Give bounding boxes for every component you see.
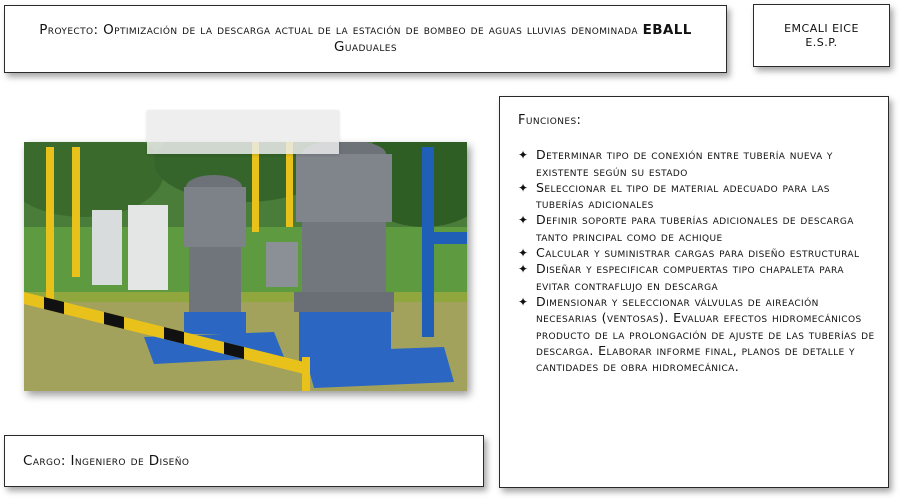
list-item: ✦ Determinar tipo de conexión entre tubería nueva y existente según su estado	[518, 147, 833, 179]
list-item: ✦ Diseñar y especificar compuertas tipo chapaleta para evitar contraflujo en descarga	[518, 261, 844, 293]
role-box	[4, 435, 484, 487]
list-item: ✦ Calcular y suministrar cargas para diseño estructural	[518, 245, 860, 261]
role-label: Cargo: Ingeniero de Diseño	[23, 453, 190, 469]
project-title-box	[4, 5, 727, 73]
list-item: ✦ Definir soporte para tuberías adicionales de descarga tanto principal como de achique	[518, 212, 854, 244]
photo-tape	[147, 110, 339, 154]
list-item: ✦ Dimensionar y seleccionar válvulas de aireación necesarias (ventosas). Evaluar efectos hidromecánicos producto de la prolongación de ajuste de las tuberías de descarga. Elaborar informe final, planos de detalle y cantidades de obra hidromecánica.	[518, 293, 875, 375]
pump-station-photo	[24, 142, 467, 391]
diamond-bullet-icon: ✦	[518, 246, 529, 261]
diamond-bullet-icon: ✦	[518, 148, 529, 163]
organization-name: EMCALI EICE	[784, 21, 859, 35]
functions-list	[518, 147, 876, 375]
functions-heading: Funciones:	[518, 113, 582, 128]
functions-box	[499, 96, 889, 488]
organization-suffix: E.S.P.	[805, 35, 838, 49]
organization-box	[753, 4, 890, 67]
diamond-bullet-icon: ✦	[518, 294, 529, 309]
diamond-bullet-icon: ✦	[518, 262, 529, 277]
project-title: Proyecto: Optimización de la descarga actual de la estación de bombeo de aguas lluvias denominada EBALL Guaduales	[39, 22, 692, 55]
list-item: ✦ Seleccionar el tipo de material adecuado para las tuberías adicionales	[518, 179, 830, 212]
diamond-bullet-icon: ✦	[518, 213, 529, 228]
diamond-bullet-icon: ✦	[518, 180, 529, 195]
